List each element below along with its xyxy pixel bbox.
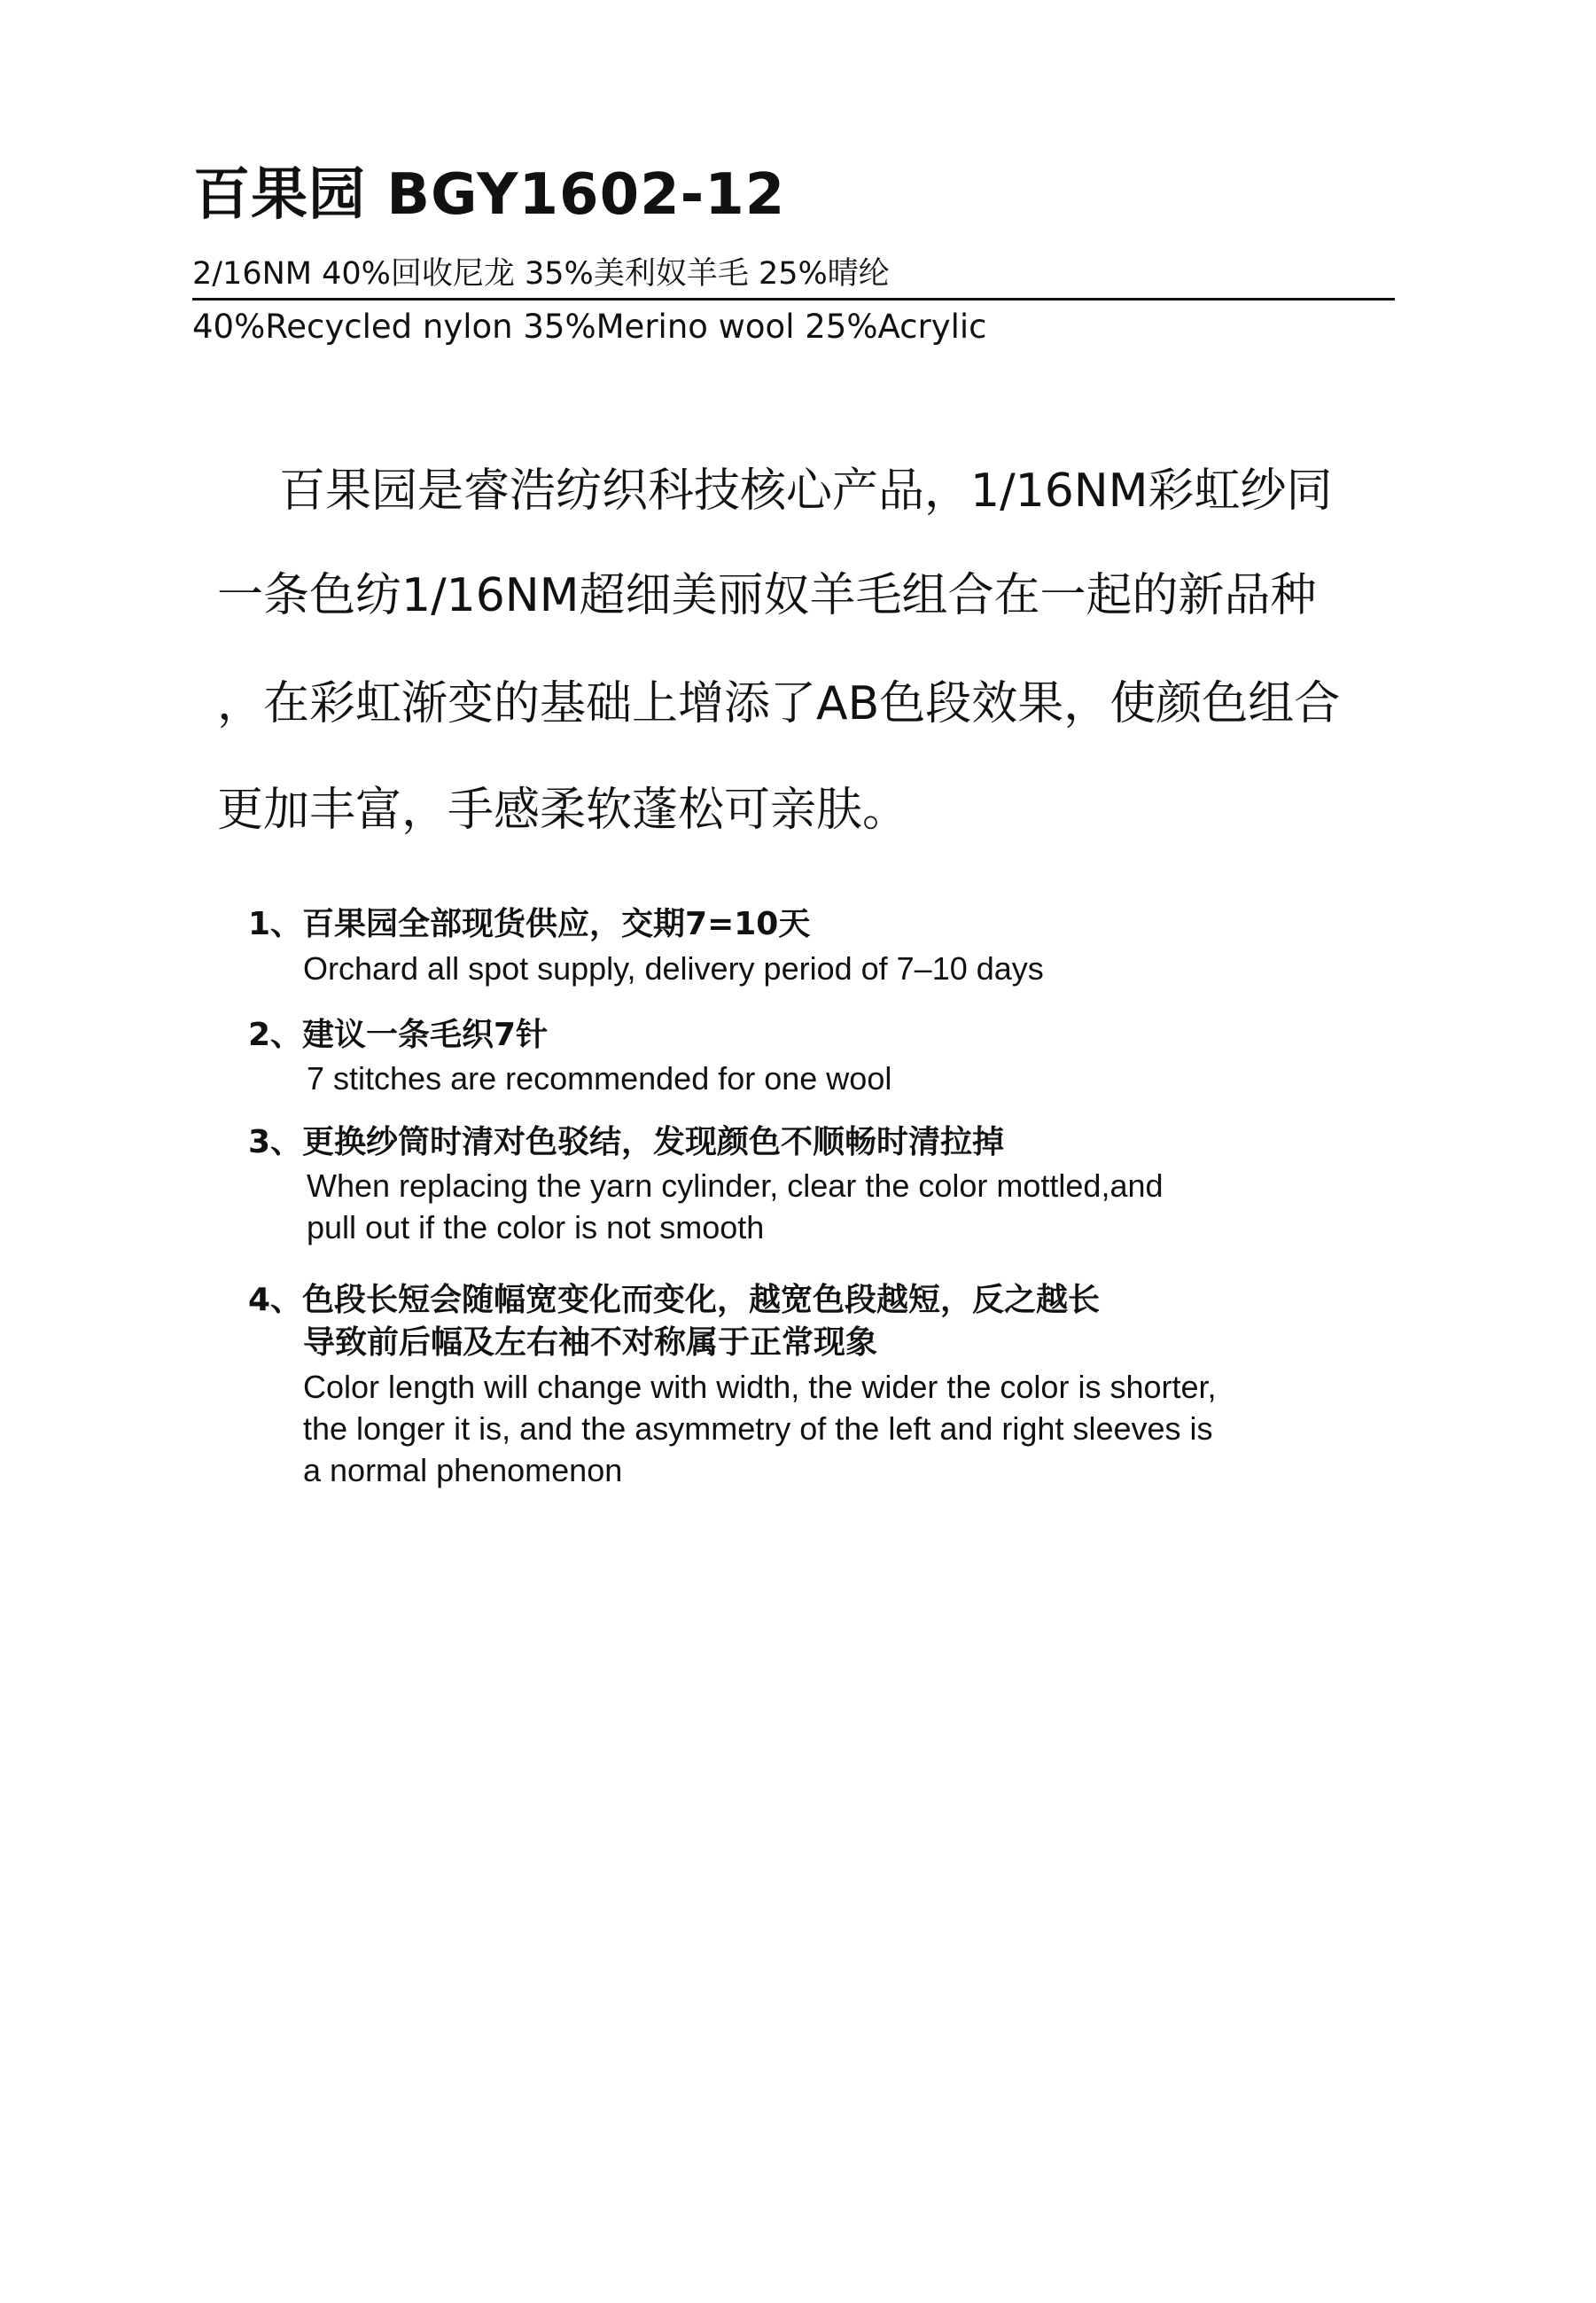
header-divider xyxy=(192,298,1395,301)
note-4-chinese: 4、色段长短会随幅宽变化而变化，越宽色段越短，反之越长 xyxy=(248,1282,1101,1318)
note-3-english: pull out if the color is not smooth xyxy=(307,1209,765,1245)
note-2-chinese: 2、建议一条毛织7针 xyxy=(248,1017,549,1053)
product-title: 百果园 BGY1602-12 xyxy=(193,162,786,228)
note-4-english: the longer it is, and the asymmetry of the left and right sleeves is xyxy=(303,1410,1213,1447)
intro-line: 一条色纺1/16NM超细美丽奴羊毛组合在一起的新品种 xyxy=(217,569,1317,622)
intro-line: 百果园是睿浩纺织科技核心产品，1/16NM彩虹纱同 xyxy=(279,465,1333,518)
note-3-english: When replacing the yarn cylinder, clear the color mottled,and xyxy=(307,1167,1164,1204)
composition-chinese: 2/16NM 40%回收尼龙 35%美利奴羊毛 25%晴纶 xyxy=(192,256,890,292)
note-4-english: Color length will change with width, the wider the color is shorter, xyxy=(303,1369,1217,1405)
note-4-chinese-continued: 导致前后幅及左右袖不对称属于正常现象 xyxy=(303,1324,878,1361)
note-3-chinese: 3、更换纱筒时清对色驳结，发现颜色不顺畅时清拉掉 xyxy=(248,1124,1005,1160)
intro-line: ，在彩虹渐变的基础上增添了AB色段效果，使颜色组合 xyxy=(217,677,1341,730)
note-1-chinese: 1、百果园全部现货供应，交期7=10天 xyxy=(248,906,811,942)
note-1-english: Orchard all spot supply, delivery period of 7–10 days xyxy=(303,950,1044,987)
composition-english: 40%Recycled nylon 35%Merino wool 25%Acrylic xyxy=(192,308,987,346)
note-4-english: a normal phenomenon xyxy=(303,1452,623,1488)
intro-line: 更加丰富，手感柔软蓬松可亲肤。 xyxy=(217,784,909,837)
note-2-english: 7 stitches are recommended for one wool xyxy=(307,1060,892,1097)
